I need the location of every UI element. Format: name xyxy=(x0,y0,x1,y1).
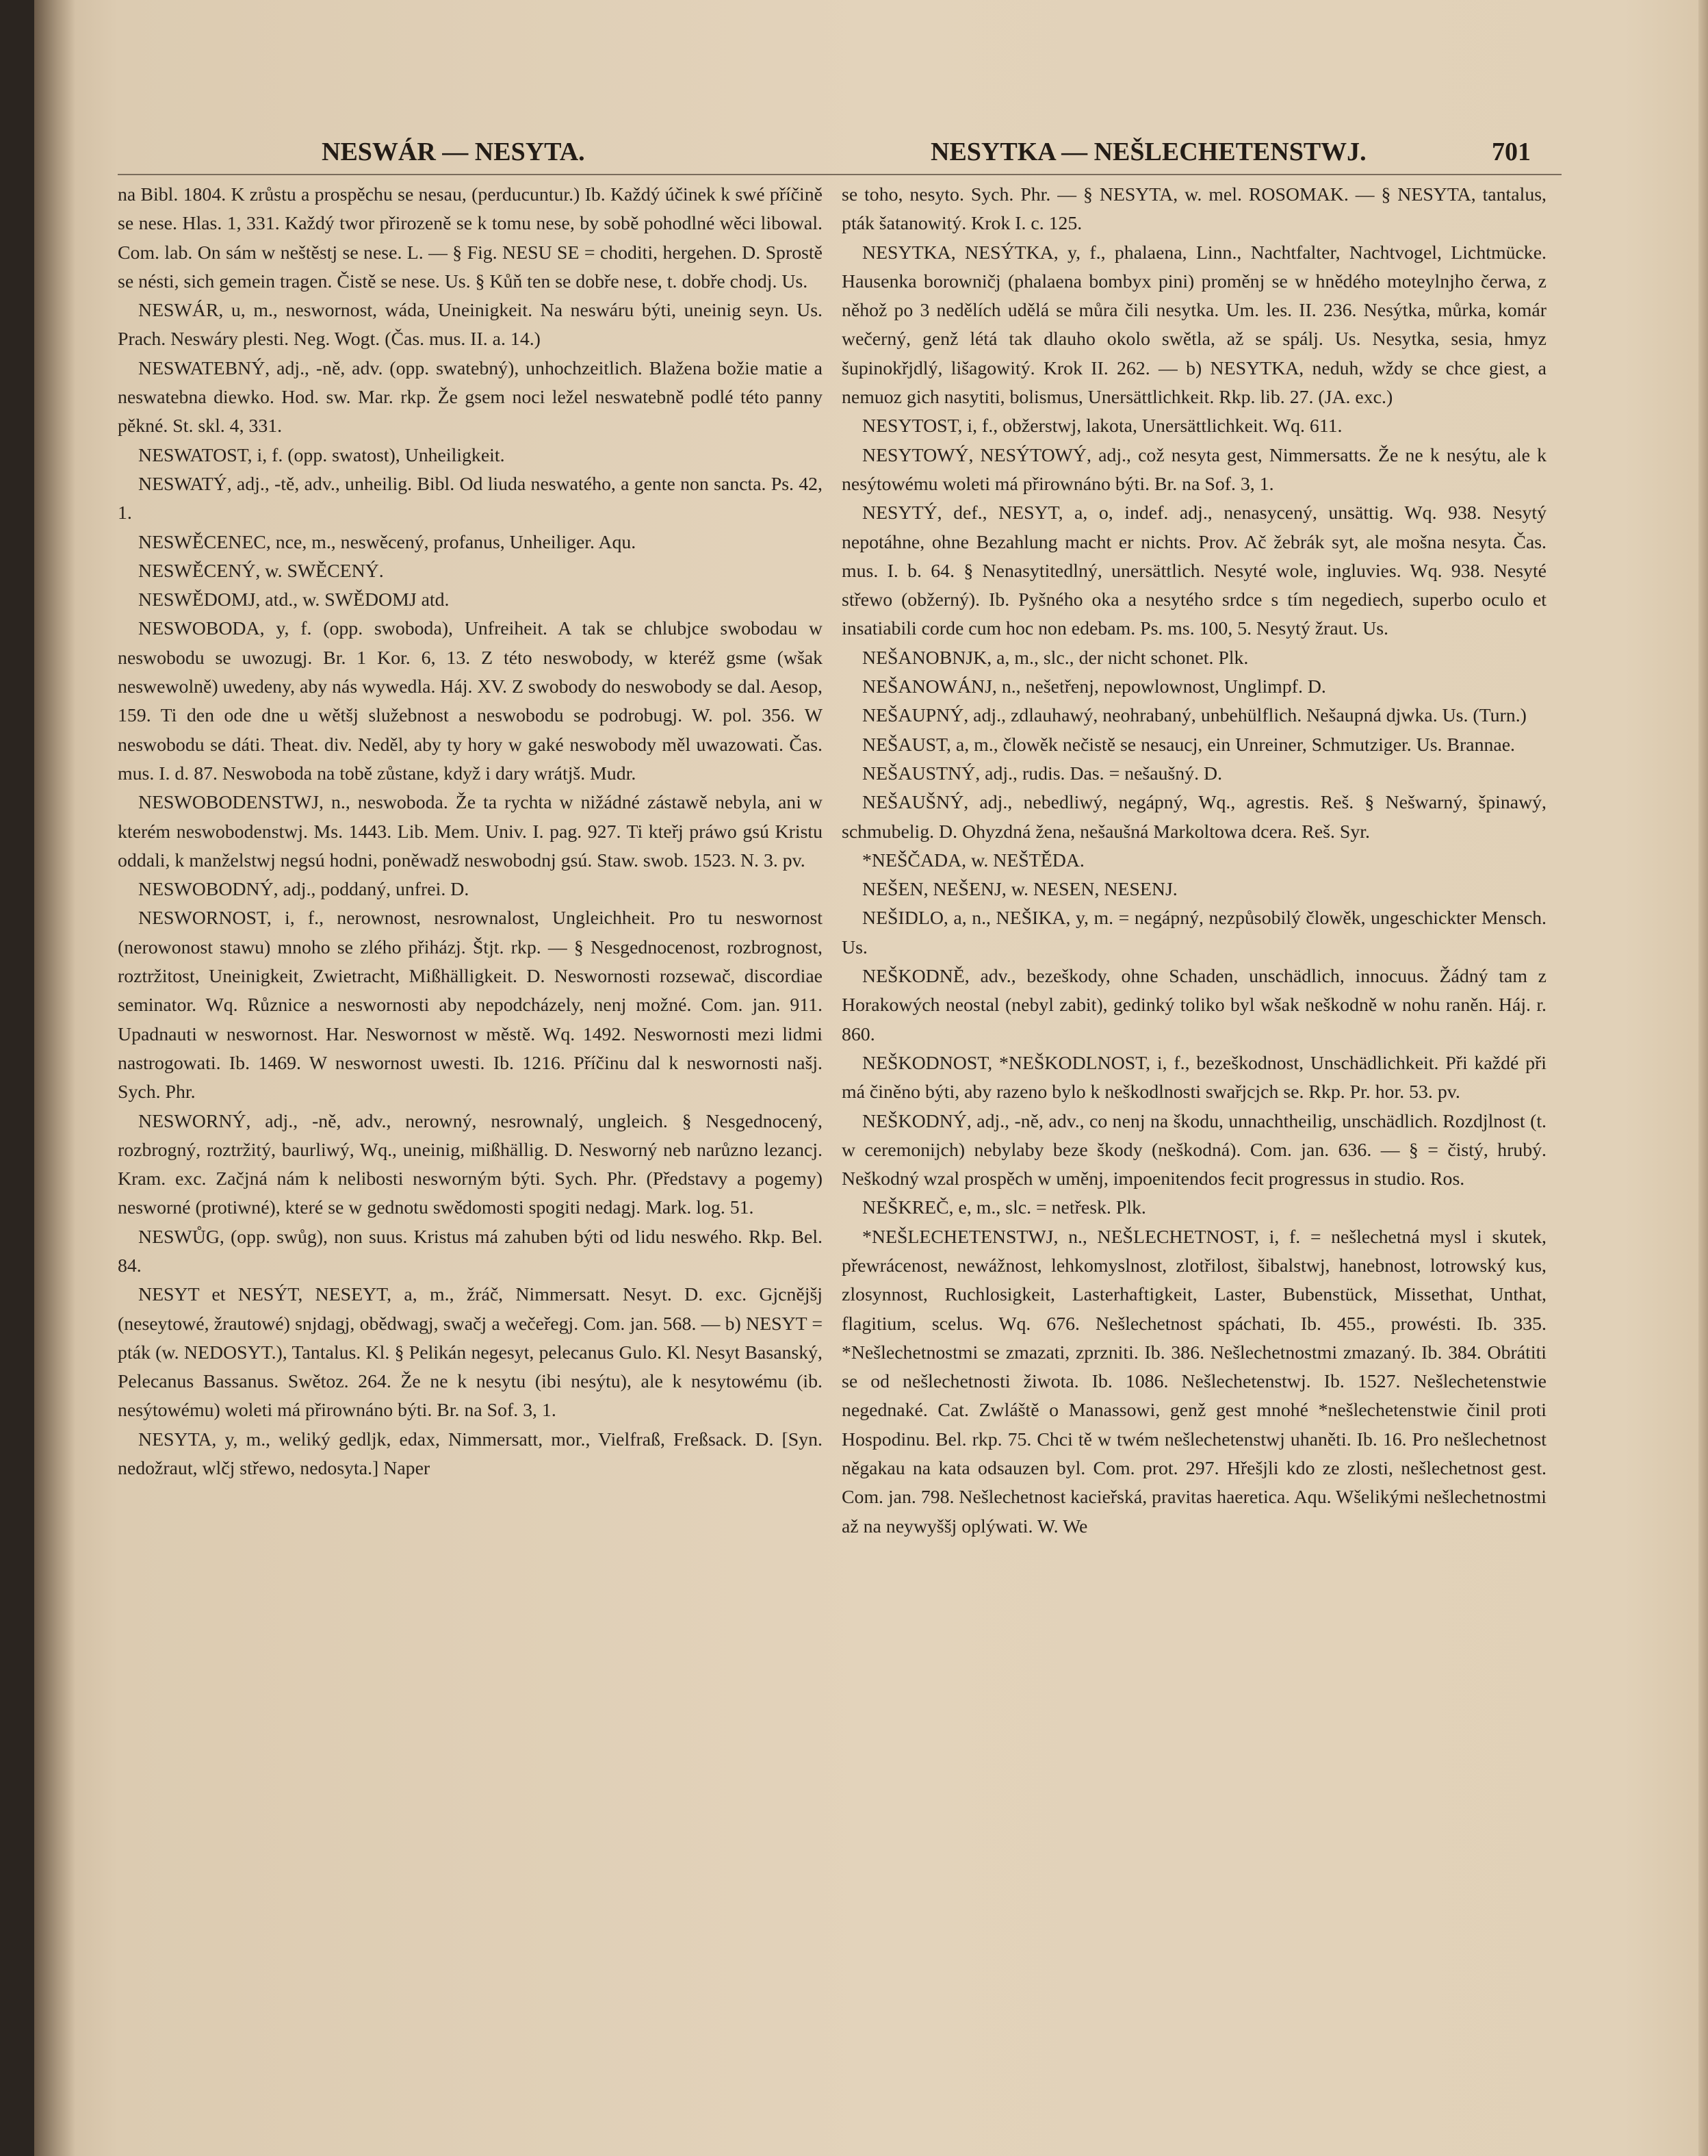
entry: se toho, nesyto. Sych. Phr. — § NESYTA, w. mel. ROSOMAK. — § NESYTA, tantalus, pták šatanowitý. Krok I. c. 125. xyxy=(842,184,1547,235)
entry: NESWÁR, u, m., neswornost, wáda, Uneinigkeit. Na neswáru býti, uneinig seyn. Us. Prach. Neswáry plesti. Neg. Wogt. (Čas. mus. II. a. 14.) xyxy=(118,300,823,350)
entry: NEŠKODNÝ, adj., -ně, adv., co nenj na škodu, unnachtheilig, unschädlich. Rozdjlnost (t. w ceremonijch) nebylaby beze škody (neškodná). Com. jan. 636. — § = čistý, hrubý. Neškodný wzal prospěch w uměnj, impoenitendos fecit progressus in studio. Ros. xyxy=(842,1110,1547,1190)
entry: NEŠEN, NEŠENJ, w. NESEN, NESENJ. xyxy=(862,879,1178,901)
entry: NESWORNÝ, adj., -ně, adv., nerowný, nesrownalý, ungleich. § Nesgednocený, rozbrogný, roztržitý, baurliwý, Wq., uneinig, mißhällig. D. Nesworný neb narůzno lezancj. Kram. exc. Začjná nám k nelibosti nesworným býti. Sych. Phr. (Představy a pogemy) nesworné (protiwné), které se w gednotu swědomosti spogiti nedagj. Mark. log. 51. xyxy=(118,1110,823,1219)
entry: NESWĚDOMJ, atd., w. SWĚDOMJ atd. xyxy=(138,589,450,611)
running-head-left: NESWÁR — NESYTA. xyxy=(322,138,585,166)
entry: *NEŠČADA, w. NEŠTĚDA. xyxy=(862,849,1085,871)
entry: NEŠKODNOST, *NEŠKODLNOST, i, f., bezeškodnost, Unschädlichkeit. Při každé při má činěno býti, aby razeno bylo k neškodlnosti swařjcjch se. Rkp. Pr. hor. 53. pv. xyxy=(842,1052,1547,1103)
entry: NESYTÝ, def., NESYT, a, o, indef. adj., nenasycený, unsättig. Wq. 938. Nesytý nepotáhne, ohne Bezahlung macht er nichts. Prov. Ač žebrák syt, ale mošna nesyta. Čas. mus. I. b. 64. § Nenasytitedlný, unersättlich. Nesyté wole, ingluvies. Wq. 938. Nesyté střewo (obžerný). Ib. Pyšného oka a nesytého srdce s tím negediech, superbo oculo et insatiabili corde cum hoc non edebam. Ps. ms. 100, 5. Nesytý žraut. Us. xyxy=(842,502,1547,640)
entry: NESWATEBNÝ, adj., -ně, adv. (opp. swatebný), unhochzeitlich. Blažena božie matie a neswatebna diewko. Hod. sw. Mar. rkp. Že gsem noci ležel neswatebně podlé této panny pěkné. St. skl. 4, 331. xyxy=(118,357,823,437)
entry: NEŠAUSTNÝ, adj., rudis. Das. = nešaušný. D. xyxy=(862,762,1223,784)
entry: NESWOBODA, y, f. (opp. swoboda), Unfreiheit. A tak se chlubjce swobodau w neswobodu se uwozugj. Br. 1 Kor. 6, 13. Z této neswobody, w kteréž gsme (wšak neswewolně) uwedeny, aby nás wywedla. Háj. XV. Z swobody do neswobody se dal. Aesop, 159. Ti den ode dne u wětšj služebnost a neswobodu se podrobugj. W. pol. 356. W neswobodu se dáti. Theat. div. Neděl, aby ty hory w gaké neswobody měl uwazowati. Čas. mus. I. d. 87. Neswoboda na tobě zůstane, když i dary wrátjš. Mudr. xyxy=(118,618,823,784)
entry: NESYTOST, i, f., obžerstwj, lakota, Unersättlichkeit. Wq. 611. xyxy=(862,415,1343,437)
entry: NESWORNOST, i, f., nerownost, nesrownalost, Ungleichheit. Pro tu neswornost (nerowonost stawu) mnoho se zlého přiházj. Štjt. rkp. — § Nesgednocenost, rozbrognost, roztržitost, Uneinigkeit, Zwietracht, Mißhälligkeit. D. Neswornosti rozsewač, discordiae seminator. Wq. Různice a neswornosti aby nepodcházely, nenj možné. Com. jan. 911. Upadnauti w neswornost. Har. Neswornost w městě. Wq. 1492. Neswornosti mezi lidmi nastrogowati. Ib. 1469. W neswornost uwesti. Ib. 1216. Příčinu dal k neswornosti našj. Sych. Phr. xyxy=(118,908,823,1103)
entry: NEŠKREČ, e, m., slc. = netřesk. Plk. xyxy=(862,1197,1146,1219)
dictionary-page xyxy=(34,0,1708,2156)
running-head-right: NESYTKA — NEŠLECHETENSTWJ. xyxy=(931,138,1367,166)
left-column xyxy=(118,181,823,1483)
entry: NESWĚCENÝ, w. SWĚCENÝ. xyxy=(138,560,384,582)
entry: NEŠANOBNJK, a, m., slc., der nicht schonet. Plk. xyxy=(862,647,1249,669)
entry: NESYT et NESÝT, NESEYT, a, m., žráč, Nimmersatt. Nesyt. D. exc. Gjcnějšj (neseytowé, žrautowé) snjdagj, obědwagj, swačj a wečeřegj. Com. jan. 568. — b) NESYT = pták (w. NEDOSYT.), Tantalus. Kl. § Pelikán negesyt, pelecanus Gulo. Kl. Nesyt Basanský, Pelecanus Bassanus. Swětoz. 264. Že ne k nesytu (ibi nesýtu), ale k nesytowému (ib. nesýtowému) woleti má přirownáno býti. Br. na Sof. 3, 1. xyxy=(118,1284,823,1422)
entry: NESWĚCENEC, nce, m., neswěcený, profanus, Unheiliger. Aqu. xyxy=(138,531,636,553)
book-gutter xyxy=(34,0,75,2156)
entry: NEŠAUPNÝ, adj., zdlauhawý, neohrabaný, unbehülflich. Nešaupná djwka. Us. (Turn.) xyxy=(862,705,1527,727)
header-rule xyxy=(118,174,1562,175)
entry: NEŠAUŠNÝ, adj., nebedliwý, negápný, Wq., agrestis. Reš. § Nešwarný, špinawý, schmubelig. D. Ohyzdná žena, nešaušná Markoltowa dcera. Reš. Syr. xyxy=(842,792,1547,843)
entry: NESWOBODNÝ, adj., poddaný, unfrei. D. xyxy=(138,879,469,901)
entry: *NEŠLECHETENSTWJ, n., NEŠLECHETNOST, i, f. = nešlechetná mysl i skutek, přewrácenost, newážnost, lehkomyslnost, zlotřilost, šibalstwj, hanebnost, lotrowský kus, zlosynnost, Ruchlosigkeit, Lasterhaftigkeit, Laster, Bubenstück, Missethat, Unthat, flagitium, scelus. Wq. 676. Nešlechetnost spáchati, Ib. 455., prowésti. Ib. 335. *Nešlechetnostmi se zmazati, zprzniti. Ib. 386. Nešlechetnostmi zmazaný. Ib. 384. Obrátiti se od nešlechetnosti žiwota. Ib. 1086. Nešlechetenstwj. Ib. 1527. Nešlechetenstwie negednaké. Cat. Zwláště o Manassowi, genž gest mnohé *nešlechetenstwie činil proti Hospodinu. Bel. rkp. 75. Chci tě w twém nešlechetenstwj uhaněti. Ib. 16. Pro nešlechetnost něgakau na kata odsauzen byl. Com. prot. 297. Hřešjli kdo ze zlosti, nešlechetnost gest. Com. jan. 798. Nešlechetnost kacieřská, pravitas haeretica. Aqu. Wšelikými nešlechetnostmi až na neywyššj oplýwati. W. We xyxy=(842,1226,1547,1537)
entry: NESWŮG, (opp. swůg), non suus. Kristus má zahuben býti od lidu neswého. Rkp. Bel. 84. xyxy=(118,1226,823,1276)
entry: NESWATOST, i, f. (opp. swatost), Unheiligkeit. xyxy=(138,444,505,466)
entry: NEŠIDLO, a, n., NEŠIKA, y, m. = negápný, nezpůsobilý člowěk, ungeschickter Mensch. Us. xyxy=(842,908,1547,958)
right-column xyxy=(842,181,1547,1541)
entry: NEŠANOWÁNJ, n., nešetřenj, nepowlownost, Unglimpf. D. xyxy=(862,676,1326,698)
entry: NESYTOWÝ, NESÝTOWÝ, adj., což nesyta gest, Nimmersatts. Že ne k nesýtu, ale k nesýtowému woleti má přirownáno býti. Br. na Sof. 3, 1. xyxy=(842,444,1547,495)
entry: na Bibl. 1804. K zrůstu a prospěchu se nesau, (perducuntur.) Ib. Každý účinek k swé příčině se nese. Hlas. 1, 331. Každý twor přirozeně se k tomu nese, by sobě pohodlné wěci libowal. Com. lab. On sám w neštěstj se nese. L. — § Fig. NESU SE = choditi, hergehen. D. Sprostě se nésti, sich gemein tragen. Čistě se nese. Us. § Kůň ten se dobře nese, t. dobře chodj. Us. xyxy=(118,184,823,292)
entry: NESYTA, y, m., weliký gedljk, edax, Nimmersatt, mor., Vielfraß, Freßsack. D. [Syn. nedožraut, wlčj střewo, nedosyta.] Naper xyxy=(118,1428,823,1480)
entry: NEŠKODNĚ, adv., bezeškody, ohne Schaden, unschädlich, innocuus. Žádný tam z Horakowých neostal (nebyl zabit), gedinký toliko byl wšak neškodně w nohu raněn. Háj. r. 860. xyxy=(842,966,1547,1045)
entry: NEŠAUST, a, m., člowěk nečistě se nesaucj, ein Unreiner, Schmutziger. Us. Brannae. xyxy=(862,734,1516,756)
page-number: 701 xyxy=(1492,138,1531,166)
entry: NESWATÝ, adj., -tě, adv., unheilig. Bibl. Od liuda neswatého, a gente non sancta. Ps. 42, 1. xyxy=(118,473,823,524)
entry: NESYTKA, NESÝTKA, y, f., phalaena, Linn., Nachtfalter, Nachtvogel, Lichtmücke. Hausenka borowničj (phalaena bombyx pini) proměnj se w hnědého moteylnjho čerwa, z něhož po 3 nedělích udělá se můra čili nesytka. Um. les. II. 236. Nesýtka, můrka, komár wečerný, genž létá tak dlauho okolo swětla, až se spálj. Us. Nesytka, sesia, hmyz šupinokřjdlý, lišagowitý. Krok II. 262. — b) NESYTKA, neduh, wždy se chce giest, a nemuoz gich nasytiti, bolismus, Unersättlichkeit. Rkp. lib. 27. (JA. exc.) xyxy=(842,242,1547,409)
entry: NESWOBODENSTWJ, n., neswoboda. Že ta rychta w nižádné zástawě nebyla, ani w kterém neswobodenstwj. Ms. 1443. Lib. Mem. Univ. I. pag. 927. Ti kteřj práwo gsú Kristu oddali, k manželstwj negsú hodni, poněwadž neswobodnj gsú. Staw. swob. 1523. N. 3. pv. xyxy=(118,792,823,871)
page-edge xyxy=(1698,0,1708,2156)
